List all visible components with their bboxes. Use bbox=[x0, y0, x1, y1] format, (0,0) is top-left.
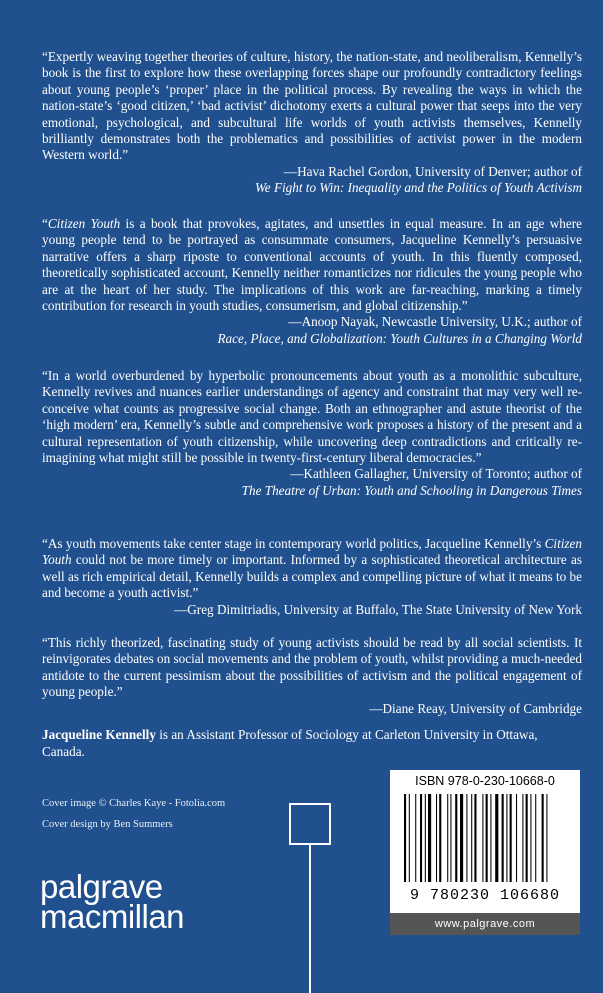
blurb-attribution: —Anoop Nayak, Newcastle University, U.K.; author of bbox=[288, 314, 582, 330]
barcode-stripe bbox=[510, 794, 512, 882]
barcode-stripe bbox=[530, 794, 531, 882]
barcode-stripe bbox=[482, 794, 483, 882]
publisher-url: www.palgrave.com bbox=[390, 913, 580, 935]
blurb-book-title: The Theatre of Urban: Youth and Schooling in Dangerous Times bbox=[241, 482, 582, 498]
barcode-stripe bbox=[522, 794, 523, 882]
barcode-stripe bbox=[404, 794, 406, 882]
blurb-dimitriadis bbox=[42, 536, 582, 618]
blurb-text: “Expertly weaving together theories of culture, history, the nation-state, and neoliberalism, Kennelly’s book is the first to explore how these overlapping forces shape our profoundly contradictory feelings about young people’s ‘proper’ place in the political process. By revealing the ways in which the nation-state’s ‘good citizen,’ ‘bad activist’ dichotomy exerts a cultural power that seeps into the very emotional, psychological, and subcultural life worlds of youth activists themselves, Kennelly brilliantly demonstrates both the problematics and possibilities of activist power in the modern Western world.” bbox=[42, 49, 582, 163]
blurb-text: “In a world overburdened by hyperbolic pronouncements about youth as a monolithic subculture, Kennelly revives and nuances earlier understandings of agency and constraint that may very well re-conceive what counts as progressive social change. Both an ethnographer and astute theorist of the ‘high modern’ era, Kennelly’s subtle and comprehensive work proposes a history of the present and a cultural representation of youth citizenship, while uncovering deep contradictions and critically re-imagining what might still be possible in twenty-first-century liberal democracies.” bbox=[42, 368, 582, 466]
barcode-stripe bbox=[542, 794, 544, 882]
barcode-stripe bbox=[502, 794, 504, 882]
barcode-stripe bbox=[535, 794, 536, 882]
barcode-stripe bbox=[526, 794, 528, 882]
cover-image-credit: Cover image © Charles Kaye - Fotolia.com bbox=[42, 798, 226, 809]
blurb-attribution: —Diane Reay, University of Cambridge bbox=[369, 700, 582, 716]
blurb-italic-title: Citizen Youth bbox=[42, 536, 582, 568]
barcode-stripe bbox=[471, 794, 472, 882]
blurb-reay bbox=[42, 635, 582, 717]
barcode-stripe bbox=[425, 794, 426, 882]
barcode-stripe bbox=[439, 794, 441, 882]
blurb-nayak bbox=[42, 216, 582, 347]
blurb-text: “This richly theorized, fascinating study of young activists should be read by all social scientists. It reinvigorates debates on social movements and the problem of youth, whilst providing a much-needed antidote to the current pessimism about the possibilities of activism and the political engagement of young people.” bbox=[42, 635, 582, 700]
barcode-stripe bbox=[420, 794, 422, 882]
barcode-stripe bbox=[490, 794, 491, 882]
barcode-stripe bbox=[546, 794, 547, 882]
cover-design-credit: Cover design by Ben Summers bbox=[42, 819, 173, 830]
barcode-stripe bbox=[436, 794, 437, 882]
publisher-logo bbox=[40, 868, 185, 935]
blurb-attribution: —Hava Rachel Gordon, University of Denver; author of bbox=[283, 163, 582, 179]
barcode-stripe bbox=[409, 794, 410, 882]
isbn-label: ISBN 978-0-230-10668-0 bbox=[415, 774, 555, 788]
barcode-panel bbox=[390, 770, 580, 935]
blurb-attribution: —Greg Dimitriadis, University at Buffalo, The State University of New York bbox=[174, 601, 582, 617]
blurb-book-title: We Fight to Win: Inequality and the Politics of Youth Activism bbox=[255, 180, 582, 196]
author-bio-text: is an Assistant Professor of Sociology at Carleton University in Ottawa, Canada. bbox=[42, 727, 538, 759]
barcode-stripe bbox=[455, 794, 457, 882]
barcode-stripe bbox=[447, 794, 448, 882]
blurb-attribution: —Kathleen Gallagher, University of Toronto; author of bbox=[290, 466, 582, 482]
barcode-stripe bbox=[486, 794, 488, 882]
barcode-stripe bbox=[466, 794, 467, 882]
author-bio bbox=[42, 726, 562, 760]
blurb-text: “Citizen Youth is a book that provokes, agitates, and unsettles in equal measure. In an age where young people tend to be portrayed as consummate consumers, Jacqueline Kennelly’s persuasive narrative offers a sharp riposte to conventional accounts of youth. In this fluently composed, theoretically sophisticated account, Kennelly neither romanticizes nor ridicules the young people who are at the heart of her study. The implications of this work are far-reaching, marking a timely contribution for research in youth studies, consumerism, and global citizenship.” bbox=[42, 216, 582, 314]
blurb-italic-title: Citizen Youth bbox=[47, 216, 121, 231]
blurb-gordon bbox=[42, 49, 582, 197]
publisher-line-icon bbox=[309, 845, 311, 993]
barcode-stripe bbox=[474, 794, 476, 882]
author-name: Jacqueline Kennelly bbox=[42, 727, 156, 742]
blurb-gallagher bbox=[42, 368, 582, 499]
barcode-stripe bbox=[506, 794, 507, 882]
barcode-stripe bbox=[428, 794, 431, 882]
publisher-name-line2: macmillan bbox=[40, 898, 185, 935]
barcode-icon bbox=[404, 794, 566, 882]
cover-credits bbox=[42, 793, 225, 835]
barcode-digits: 9 780230 106680 bbox=[409, 887, 561, 904]
publisher-square-icon bbox=[289, 803, 331, 845]
barcode-stripe bbox=[460, 794, 463, 882]
barcode-stripe bbox=[516, 794, 517, 882]
blurb-text: “As youth movements take center stage in contemporary world politics, Jacqueline Kennelly’s Citizen Youth could not be more timely or important. Informed by a sophisticated theoretical architecture as well as rich empirical detail, Kennelly builds a complex and compelling picture of what it means to be and become a youth activist.” bbox=[42, 536, 582, 601]
blurb-book-title: Race, Place, and Globalization: Youth Cultures in a Changing World bbox=[217, 330, 582, 346]
barcode-stripe bbox=[450, 794, 451, 882]
barcode-stripe bbox=[495, 794, 498, 882]
barcode-stripe bbox=[415, 794, 416, 882]
publisher-name-line1: palgrave bbox=[40, 868, 163, 905]
